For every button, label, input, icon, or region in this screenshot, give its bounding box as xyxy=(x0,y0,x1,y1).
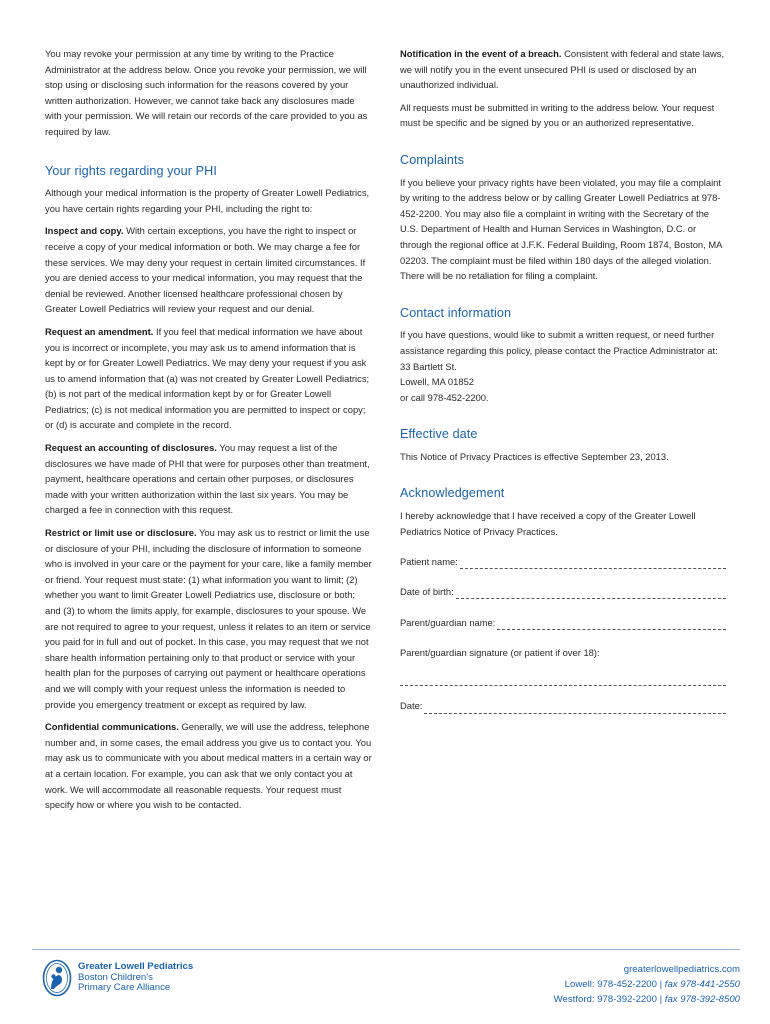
item-title: Request an amendment. xyxy=(45,325,154,337)
rights-item-accounting xyxy=(45,440,372,518)
contact-heading: Contact information xyxy=(400,305,512,320)
requests-paragraph: All requests must be submitted in writing to the address below. Your request must be specific and be signed by you or an authorized representative. xyxy=(400,101,715,129)
westford-phone: Westford: 978-392-2200 xyxy=(553,994,657,1005)
lowell-contact: Lowell: 978-452-2200 | fax 978-441-2550 xyxy=(564,979,740,990)
acknowledgement-text: I hereby acknowledge that I have received a copy of the Greater Lowell Pediatrics Notice of Privacy Practices. xyxy=(400,510,696,537)
fill-line[interactable] xyxy=(456,589,726,599)
date-of-birth-field[interactable] xyxy=(400,585,726,599)
logo-wordmark xyxy=(78,962,193,994)
westford-fax: fax 978-392-8500 xyxy=(664,994,740,1005)
effective-heading: Effective date xyxy=(400,427,478,442)
logo-line-1: Greater Lowell Pediatrics xyxy=(78,961,194,973)
item-text: You may ask us to restrict or limit the use or disclosure of your PHI, including the disclosure of information to someone who is involved in your care or the payment for your care, like a family member or friend. Your request must state: (1) what information you want to limit; (2) whether you want to limit Greater Lowell Pediatrics use, disclosure or both; and (3) to whom the limits apply, for example, disclosures to your spouse. We are not required to agree to your request, unless it relates to an item or service you paid for in full and out of pocket. In this case, you may request that we not share health information pertaining only to that product or service with your health plan for the purposes of carrying out payment or healthcare operations and we will comply with your request unless the information is needed to provide you emergency treatment or except as required by law. xyxy=(45,527,372,710)
effective-text: This Notice of Privacy Practices is effective September 23, 2013. xyxy=(400,450,669,462)
field-label: Date of birth: xyxy=(400,585,454,597)
item-text: You may request a list of the disclosures we have made of PHI that were for purposes other than treatment, payment, healthcare operations and certain other purposes, or disclosures made with your written authorization within the last six years. You may be charged a fee in connection with this request. xyxy=(45,442,370,516)
signature-label: Parent/guardian signature (or patient if over 18): xyxy=(400,647,600,659)
field-label: Patient name: xyxy=(400,555,458,567)
field-label: Parent/guardian name: xyxy=(400,616,496,628)
parent-name-field[interactable] xyxy=(400,616,726,630)
item-text: Generally, we will use the address, telephone number and, in some cases, the email address you give us to contact you. You may ask us to communicate with you about medical matters in a certain way or at a certain location. For example, you can ask that we only contact you at work. We will accommodate all reasonable requests. Your request must specify how or where you wish to be contacted. xyxy=(45,721,372,811)
lowell-fax: fax 978-441-2550 xyxy=(664,979,740,990)
breach-paragraph xyxy=(400,46,726,93)
complaints-heading: Complaints xyxy=(400,152,464,167)
contact-text: If you have questions, would like to submit a written request, or need further assistance regarding this policy, please contact the Practice Administrator at: xyxy=(400,329,718,356)
rights-heading: Your rights regarding your PHI xyxy=(45,163,217,178)
item-text: If you feel that medical information we have about you is incorrect or incomplete, you may ask us to amend information that is kept by or for Greater Lowell Pediatrics. We may deny your request if you ask us to amend information that (a) was not created by Greater Lowell Pediatrics; (b) is not part of the medical information kept by or for Greater Lowell Pediatrics; (c) is not medical information you are permitted to inspect or copy; or (d) is accurate and complete in the record. xyxy=(45,325,370,431)
lowell-phone: Lowell: 978-452-2200 xyxy=(564,979,657,990)
fill-line[interactable] xyxy=(497,620,726,630)
date-field[interactable] xyxy=(400,700,726,714)
logo-emblem-icon xyxy=(42,959,72,997)
rights-item-inspect xyxy=(45,223,372,317)
item-title: Inspect and copy. xyxy=(45,225,124,237)
fill-line[interactable] xyxy=(424,704,726,714)
breach-text: Consistent with federal and state laws, we will notify you in the event unsecured PHI is used or disclosed by an unauthorized individual. xyxy=(400,48,725,91)
item-title: Request an accounting of disclosures. xyxy=(45,442,217,454)
revoke-paragraph: You may revoke your permission at any time by writing to the Practice Administrator at the address below. Once you revoke your permission, we will stop using or disclosing such information for the reasons covered by your written authorization. However, we cannot take back any disclosures made with your permission. We will retain our records of the care provided to you as required by law. xyxy=(45,48,368,137)
address-street: 33 Bartlett St. xyxy=(400,360,457,372)
practice-logo xyxy=(42,959,193,997)
logo-line-3: Primary Care Alliance xyxy=(78,982,171,994)
rights-item-confidential xyxy=(45,719,372,813)
rights-item-amendment xyxy=(45,324,372,433)
right-column xyxy=(400,46,726,714)
left-column xyxy=(45,46,372,820)
address-city: Lowell, MA 01852 xyxy=(400,376,475,388)
logo-line-2: Boston Children's xyxy=(78,971,153,983)
address-phone: or call 978-452-2200. xyxy=(400,391,489,403)
contact-block xyxy=(400,327,726,405)
fill-line[interactable] xyxy=(460,559,726,569)
website-link[interactable]: greaterlowellpediatrics.com xyxy=(623,964,740,975)
complaints-paragraph: If you believe your privacy rights have been violated, you may file a complaint by writing to the address below or by calling Greater Lowell Pediatrics at 978-452-2200. You may also file a complaint in writing with the Secretary of the U.S. Department of Health and Human Services in Washington, D.C. or through the regional office at J.F.K. Federal Building, Room 1874, Boston, MA 02203. The complaint must be filed within 180 days of the alleged violation. There will be no retaliation for filing a complaint. xyxy=(400,176,722,282)
signature-line[interactable] xyxy=(400,675,726,686)
rights-intro: Although your medical information is the property of Greater Lowell Pediatrics, you have certain rights regarding your PHI, including the right to: xyxy=(45,187,370,214)
item-text: With certain exceptions, you have the right to inspect or receive a copy of your medical information or both. We may charge a fee for these services. We may deny your request in certain limited circumstances. If you are denied access to your medical information, you may request that the denial be reviewed. Another licensed healthcare professional chosen by Greater Lowell Pediatrics will review your request and our denial. xyxy=(45,225,366,315)
westford-contact: Westford: 978-392-2200 | fax 978-392-8500 xyxy=(553,994,740,1005)
item-title: Restrict or limit use or disclosure. xyxy=(45,527,197,539)
breach-title: Notification in the event of a breach. xyxy=(400,48,562,59)
field-label: Date: xyxy=(400,700,423,712)
patient-name-field[interactable] xyxy=(400,555,726,569)
rights-item-restrict xyxy=(45,525,372,712)
footer-contact xyxy=(554,962,740,1007)
footer-divider xyxy=(32,949,740,950)
acknowledgement-heading: Acknowledgement xyxy=(400,486,505,501)
item-title: Confidential communications. xyxy=(45,721,179,733)
